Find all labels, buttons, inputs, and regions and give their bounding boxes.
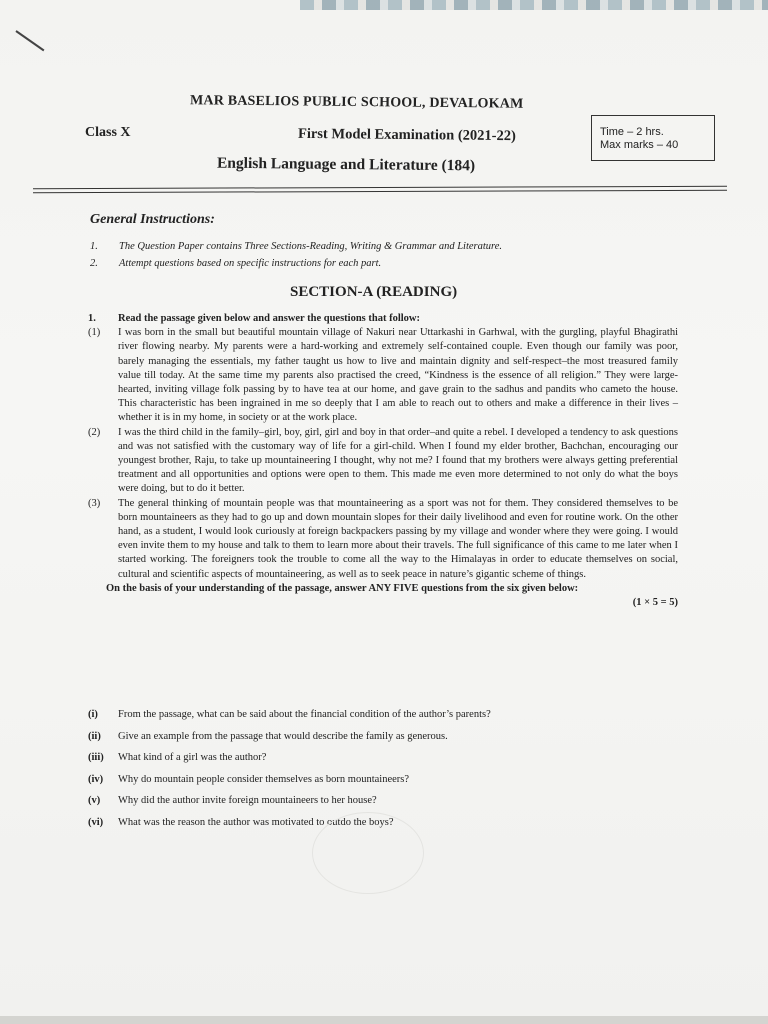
question-text: From the passage, what can be said about the financial condition of the author’s parents? — [118, 709, 491, 720]
paragraph-text: I was the third child in the family–girl, boy, girl, girl and boy in that order–and quite a rebel. I developed a tendency to ask questions and was not satisfied with the customary way of life for a girl-child. When I found my elder brother, Bachchan, encouraging our youngest brother, Raju, to take up mountaineering I thought, why not me? I found that my brothers were always getting preferential treatment and all opportunities and options were open to them. This made me even more determined to not only do what the boys were doing, but to do it better. — [118, 426, 678, 495]
subject-title: English Language and Literature (184) — [216, 154, 476, 175]
general-instructions-list — [90, 238, 502, 272]
header-rule-bottom — [33, 190, 727, 193]
question-item — [88, 790, 678, 812]
question-text: Give an example from the passage that would describe the family as generous. — [118, 730, 448, 742]
instruction-text: Attempt questions based on specific instructions for each part. — [119, 258, 382, 269]
instruction-text: The Question Paper contains Three Sections-Reading, Writing & Grammar and Literature. — [119, 241, 503, 252]
general-instructions-title: General Instructions: — [90, 212, 215, 227]
exam-title: First Model Examination (2021-22) — [297, 125, 516, 145]
question-number: (i) — [88, 709, 98, 720]
class-label: Class X — [85, 125, 131, 140]
paragraph-text: I was born in the small but beautiful mountain village of Nakuri near Uttarkashi in Garhwal, with the gurgling, playful Bhagirathi river flowing nearby. My parents were a hard-working and extremely self-contained couple. Even though our family was poor, barely managing the essentials, my father taught us how to live and maintain dignity and self-respect–the most treasured family value till today. At the same time my parents also practised the creed, “Kindness is the essence of all religion.” They were large-hearted, inviting village folk passing by to have tea at our home, and gave grain to the sadhus and pandits who cameto the house. This characteristic has been ingrained in me so deeply that I am able to reach out to others and make a difference in their lives – whether it is in my home, in society or at the work place. — [118, 327, 678, 424]
instruction-item — [90, 238, 502, 255]
question-number: (iv) — [88, 773, 104, 785]
question-text: Why did the author invite foreign mountaineers to her house? — [118, 795, 377, 806]
question-1-heading — [88, 312, 678, 326]
page-bottom-edge — [0, 1016, 768, 1024]
question-number: (vi) — [88, 816, 104, 828]
paragraph-number: (2) — [88, 426, 101, 438]
pen-mark — [15, 30, 44, 51]
paragraph-text: The general thinking of mountain people was that mountaineering as a sport was not for them. They considered themselves to be born mountaineers as they had to go up and down mountain slopes for their daily livelihood and even for routine work. On the other hand, as a student, I would look curiously at foreign backpackers passing by my village and wonder where they were going. I would even invite them to my house and talk to them to learn more about their travels. The full significance of this came to me later when I started working. The foreigners took the trouble to come all the way to the Himalayas in order to educate themselves on social, cultural and scientific aspects of mountaineering, as well as to seek peace in nature’s gigantic scheme of things. — [118, 497, 678, 580]
instruction-number: 1. — [90, 241, 98, 252]
paragraph-number: (1) — [88, 327, 101, 339]
torn-top-edge — [300, 0, 768, 10]
header-rule-top — [33, 186, 727, 189]
question-number: 1. — [88, 313, 96, 324]
question-item — [88, 769, 678, 791]
question-number: (ii) — [88, 730, 101, 742]
instruction-item — [90, 255, 502, 272]
question-number: (v) — [88, 795, 101, 806]
max-marks: Max marks – 40 — [600, 139, 679, 151]
basis-instruction: On the basis of your understanding of the passage, answer ANY FIVE questions from the six given below: — [106, 582, 579, 594]
section-a-title: SECTION-A (READING) — [290, 284, 458, 300]
passage-paragraph — [88, 426, 678, 497]
school-name: MAR BASELIOS PUBLIC SCHOOL, DEVALOKAM — [189, 93, 524, 112]
question-item — [88, 726, 678, 748]
instruction-number: 2. — [90, 258, 98, 269]
bleed-through-circle — [312, 812, 424, 894]
time-marks-box — [591, 115, 715, 161]
question-text: What kind of a girl was the author? — [118, 752, 267, 763]
paragraph-number: (3) — [88, 497, 101, 509]
reading-passage — [88, 312, 678, 610]
question-number: (iii) — [88, 752, 104, 763]
question-text: Why do mountain people consider themselves as born mountaineers? — [118, 773, 410, 785]
time-duration: Time – 2 hrs. — [600, 126, 664, 138]
marks-allocation: (1 × 5 = 5) — [632, 597, 678, 609]
passage-paragraph — [88, 497, 678, 582]
question-item — [88, 704, 678, 726]
passage-paragraph — [88, 326, 678, 425]
question-text: What was the reason the author was motivated to outdo the boys? — [118, 816, 394, 828]
question-item — [88, 747, 678, 769]
question-instruction: Read the passage given below and answer the questions that follow: — [118, 313, 420, 324]
